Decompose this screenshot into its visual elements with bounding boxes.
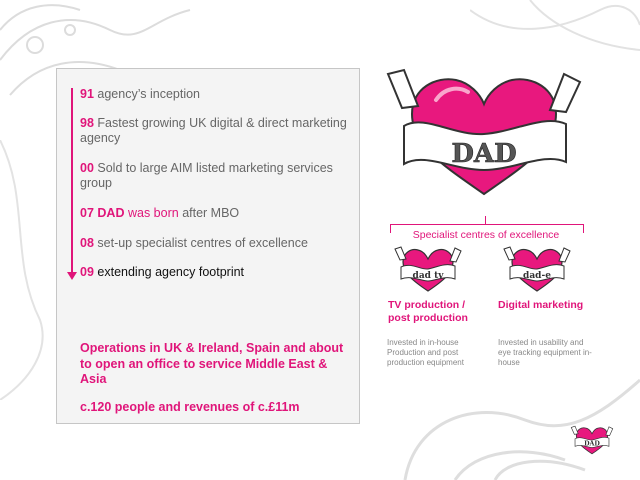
timeline-arrow-icon (67, 272, 77, 280)
timeline-text: agency’s inception (97, 87, 201, 101)
operations-summary: Operations in UK & Ireland, Spain and about to open an office to service Middle East & Asia (80, 341, 344, 386)
digital-marketing-desc: Invested in usability and eye tracking equipment in-house (498, 338, 592, 367)
timeline-year: 09 (80, 265, 94, 279)
digital-marketing-title: Digital marketing (498, 299, 584, 311)
corner-logo-text: DAD (584, 440, 600, 448)
decorative-swirl-bottom-right (395, 360, 640, 480)
timeline-item (80, 236, 350, 251)
timeline-item (80, 161, 350, 191)
timeline-year: 98 (80, 116, 94, 130)
dad-e-logo (502, 245, 572, 293)
timeline-year: 91 (80, 87, 94, 101)
specialist-label: Specialist centres of excellence (412, 229, 560, 241)
timeline-line (71, 88, 73, 273)
decorative-swirl-left (0, 140, 50, 400)
timeline-text: Sold to large AIM listed marketing services group (80, 161, 333, 190)
timeline-year: 08 (80, 236, 94, 250)
dad-e-text: dad-e (523, 271, 551, 281)
timeline-text-pink: was born (127, 206, 179, 220)
people-revenue-summary: c.120 people and revenues of c.£11m (80, 400, 300, 414)
timeline-item (80, 116, 350, 146)
timeline-text: after MBO (182, 206, 240, 220)
tv-production-title: TV production / post production (388, 299, 468, 324)
timeline-item-current (80, 265, 350, 280)
timeline-item (80, 206, 350, 221)
corner-dad-logo (570, 422, 614, 458)
timeline-highlight: DAD (97, 206, 125, 220)
timeline-year: 07 (80, 206, 94, 220)
tv-production-desc: Invested in in-house Production and post production equipment (387, 338, 464, 367)
dad-tv-logo (393, 245, 463, 293)
timeline-text: set-up specialist centres of excellence (97, 236, 308, 250)
timeline-year: 00 (80, 161, 94, 175)
bracket-connector (485, 216, 486, 224)
timeline-text: extending agency footprint (97, 265, 245, 279)
dad-tv-text: dad tv (412, 271, 444, 281)
timeline-text: Fastest growing UK digital & direct marketing agency (80, 116, 347, 145)
dad-logo (384, 66, 584, 196)
timeline-item (80, 87, 350, 102)
logo-text: DAD (451, 139, 517, 169)
